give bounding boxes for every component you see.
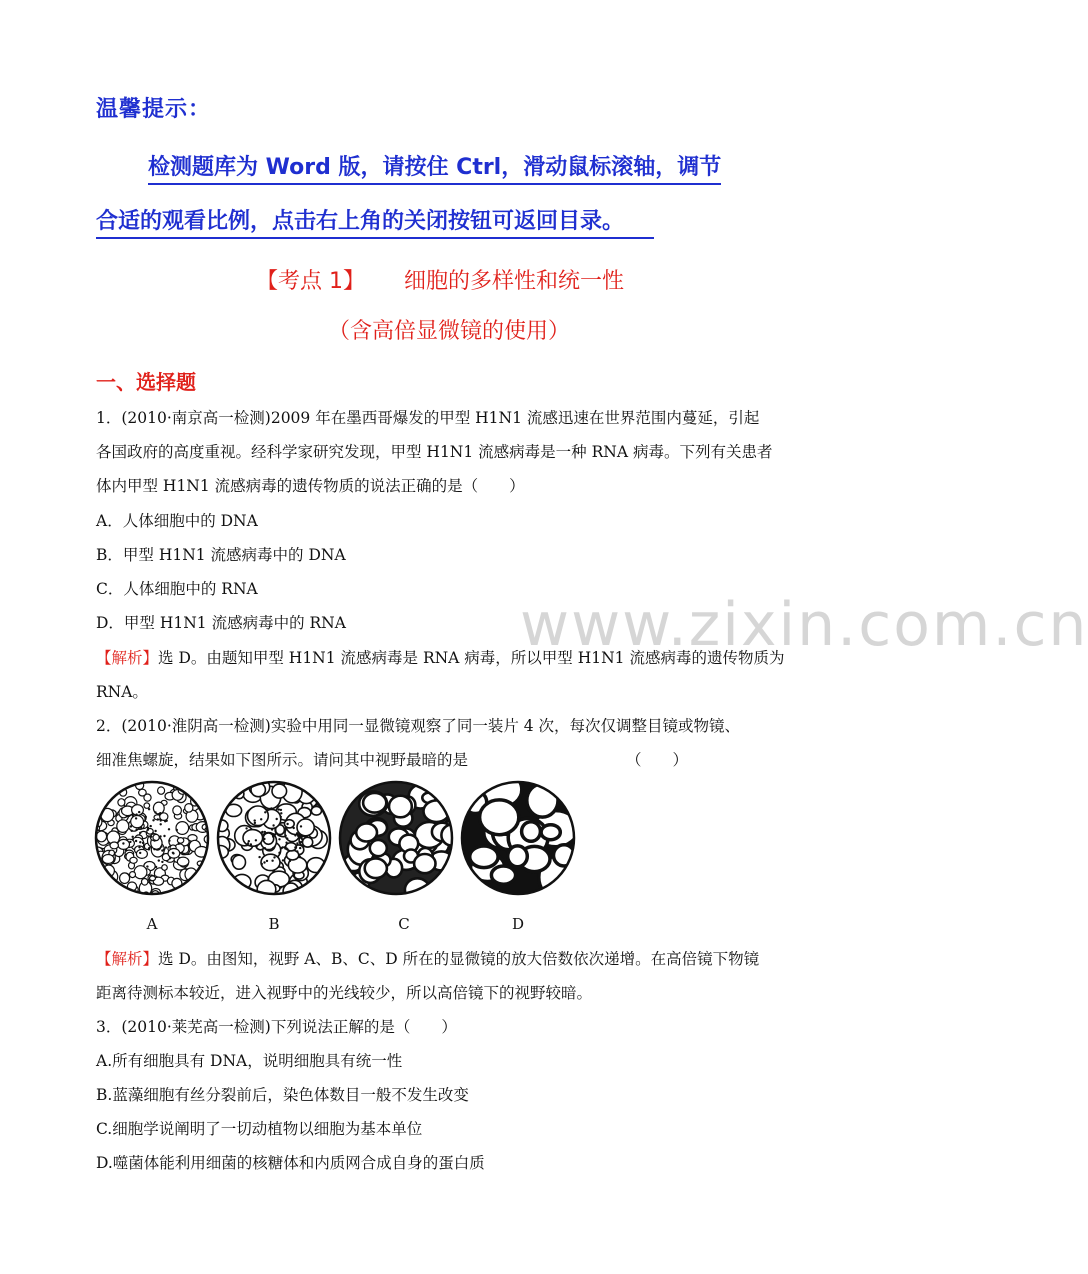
- microscope-figure: [94, 780, 594, 900]
- q3-option-d: D.噬菌体能利用细菌的核糖体和内质网合成自身的蛋白质: [96, 1154, 485, 1172]
- tip-line-2: 合适的观看比例，点击右上角的关闭按钮可返回目录。: [96, 204, 654, 239]
- field-d: [462, 772, 578, 899]
- field-c: [340, 782, 463, 901]
- q2-line-1: 2．(2010·淮阴高一检测)实验中用同一显微镜观察了同一装片 4 次，每次仅调整目镜或物镜、: [96, 717, 741, 735]
- q1-option-b: B．甲型 H1N1 流感病毒中的 DNA: [96, 546, 346, 564]
- q1-option-c: C．人体细胞中的 RNA: [96, 580, 258, 598]
- tip-line-1: 检测题库为 Word 版，请按住 Ctrl，滑动鼠标滚轴，调节: [148, 150, 721, 185]
- q3-option-a: A.所有细胞具有 DNA，说明细胞具有统一性: [96, 1052, 403, 1070]
- figure-label-a: A: [146, 915, 158, 933]
- field-a: [91, 781, 215, 898]
- q1-line-3: 体内甲型 H1N1 流感病毒的遗传物质的说法正确的是（ ）: [96, 477, 525, 495]
- q2-analysis-text: 选 D。由图知，视野 A、B、C、D 所在的显微镜的放大倍数依次递增。在高倍镜下物镜: [158, 950, 760, 968]
- figure-label-b: B: [268, 915, 280, 933]
- q1-analysis-line-2: RNA。: [96, 683, 148, 701]
- watermark: www.zixin.com.cn: [520, 590, 1088, 660]
- q1-analysis-tag: 【解析】: [96, 649, 159, 667]
- figure-label-c: C: [398, 915, 410, 933]
- q2-line-2: 细准焦螺旋，结果如下图所示。请问其中视野最暗的是: [96, 751, 469, 769]
- q1-option-d: D．甲型 H1N1 流感病毒中的 RNA: [96, 614, 346, 632]
- q1-option-a: A．人体细胞中的 DNA: [96, 512, 258, 530]
- topic-title: 细胞的多样性和统一性: [404, 269, 625, 294]
- topic-subtitle: （含高倍显微镜的使用）: [328, 319, 571, 344]
- q2-analysis-line-2: 距离待测标本较近，进入视野中的光线较少，所以高倍镜下的视野较暗。: [96, 984, 593, 1002]
- topic-label: 【考点 1】: [256, 269, 365, 294]
- q2-analysis-tag: 【解析】: [96, 950, 159, 968]
- q1-line-1: 1．(2010·南京高一检测)2009 年在墨西哥爆发的甲型 H1N1 流感迅速在世界范围内蔓延，引起: [96, 409, 760, 427]
- q2-analysis-line-1: [96, 949, 759, 969]
- section-title: 一、选择题: [96, 370, 196, 394]
- q2-answer-paren: （ ）: [626, 751, 689, 769]
- figure-label-d: D: [511, 915, 525, 933]
- q1-line-2: 各国政府的高度重视。经科学家研究发现，甲型 H1N1 流感病毒是一种 RNA 病毒。下列有关患者: [96, 443, 773, 461]
- q3-option-c: C.细胞学说阐明了一切动植物以细胞为基本单位: [96, 1120, 423, 1138]
- field-b: [207, 778, 330, 900]
- tip-title: 温馨提示：: [96, 97, 212, 122]
- q3-stem: 3．(2010·莱芜高一检测)下列说法正解的是（ ）: [96, 1018, 457, 1036]
- q1-analysis-text: 选 D。由题知甲型 H1N1 流感病毒是 RNA 病毒，所以甲型 H1N1 流感病毒的遗传物质为: [158, 649, 785, 667]
- q3-option-b: B.蓝藻细胞有丝分裂前后，染色体数目一般不发生改变: [96, 1086, 469, 1104]
